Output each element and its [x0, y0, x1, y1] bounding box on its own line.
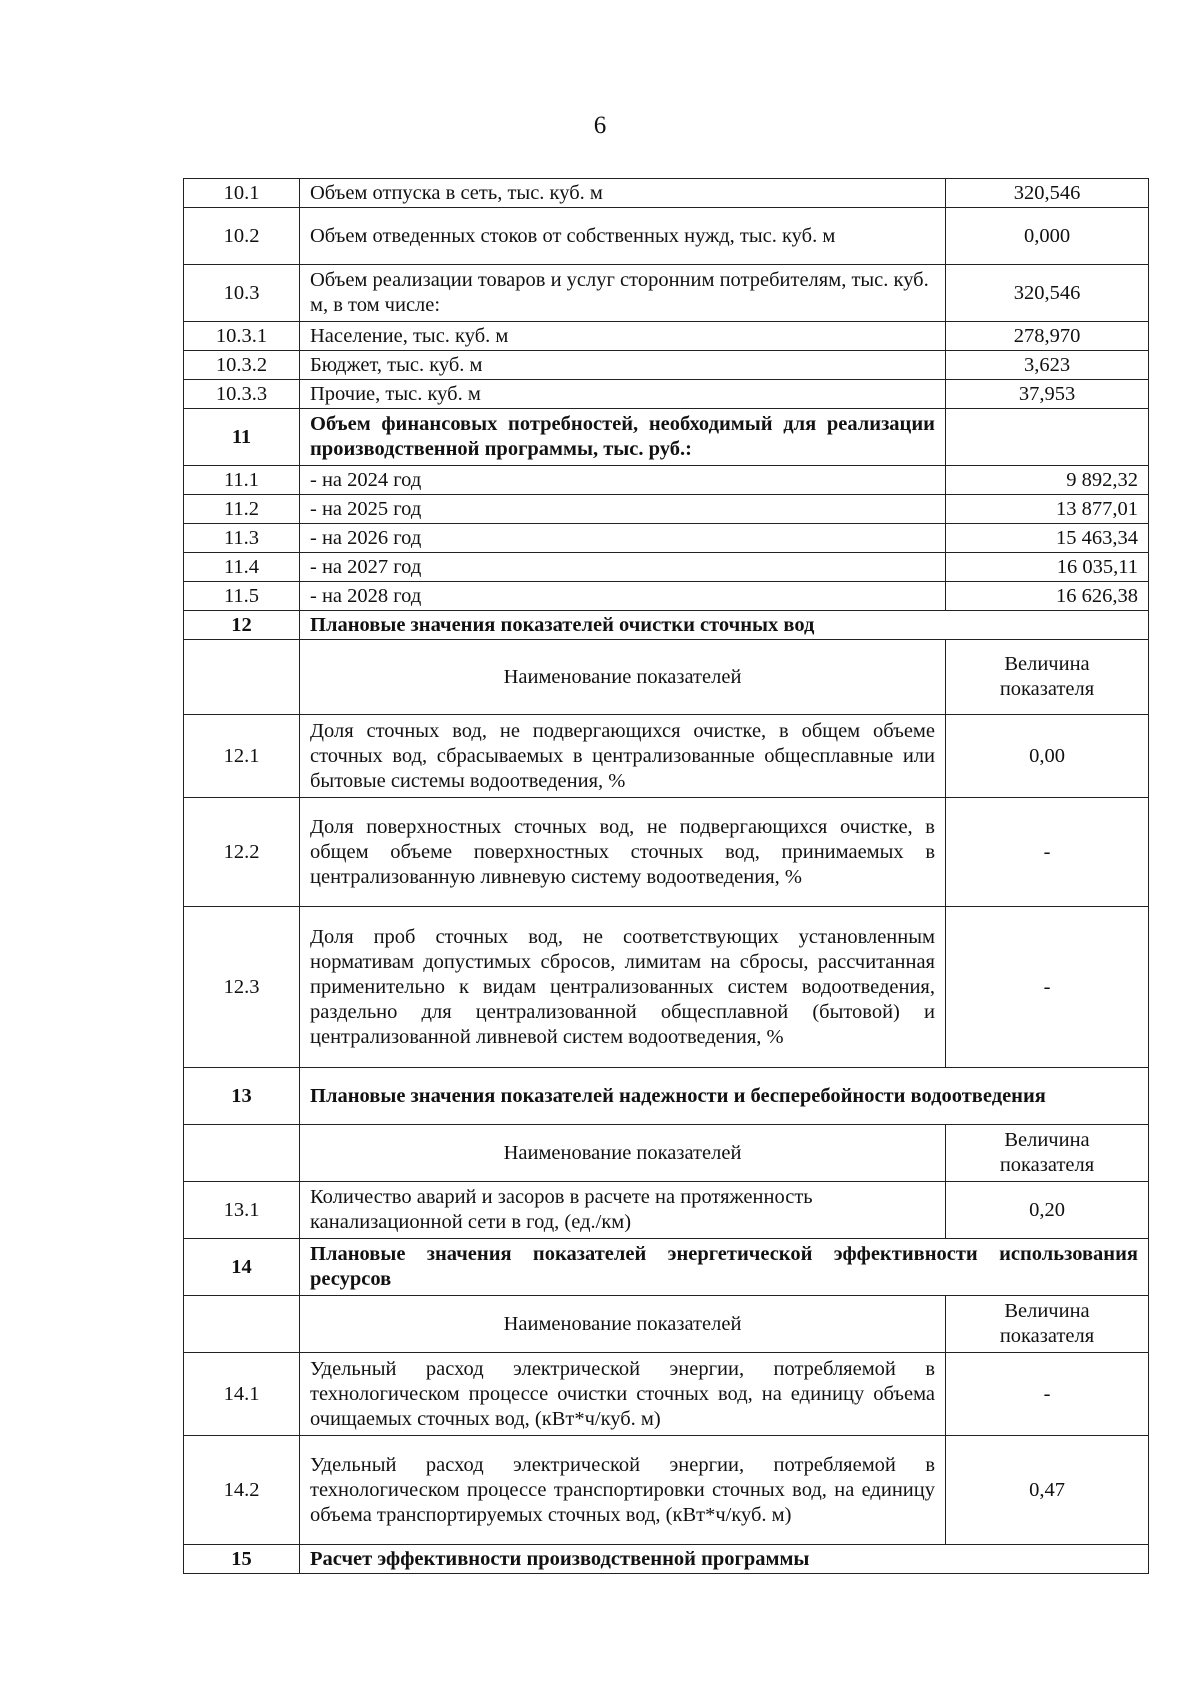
table-row — [184, 179, 1149, 208]
row-value: 0,000 — [946, 208, 1149, 265]
row-text: Объем реализации товаров и услуг сторонним потребителям, тыс. куб. м, в том числе: — [300, 265, 946, 322]
section-row — [184, 409, 1149, 466]
row-text: Объем отпуска в сеть, тыс. куб. м — [300, 179, 946, 208]
empty-cell — [184, 1296, 300, 1353]
row-value: 278,970 — [946, 322, 1149, 351]
row-text: - на 2025 год — [300, 495, 946, 524]
row-number: 12.2 — [184, 798, 300, 907]
empty-cell — [184, 640, 300, 715]
row-number: 12.1 — [184, 715, 300, 798]
row-number: 12.3 — [184, 907, 300, 1068]
header-name: Наименование показателей — [300, 1125, 946, 1182]
table-row — [184, 466, 1149, 495]
table-row — [184, 380, 1149, 409]
table-row — [184, 582, 1149, 611]
table-row — [184, 907, 1149, 1068]
row-text: - на 2028 год — [300, 582, 946, 611]
header-name: Наименование показателей — [300, 1296, 946, 1353]
section-title: Плановые значения показателей надежности и бесперебойности водоотведения — [300, 1068, 1149, 1125]
row-text: Количество аварий и засоров в расчете на протяженность канализационной сети в год, (ед./км) — [300, 1182, 946, 1239]
table-row — [184, 265, 1149, 322]
row-value: 9 892,32 — [946, 466, 1149, 495]
row-value: 0,00 — [946, 715, 1149, 798]
row-value: 16 626,38 — [946, 582, 1149, 611]
row-value: 0,47 — [946, 1436, 1149, 1545]
table-row — [184, 208, 1149, 265]
section-title: Объем финансовых потребностей, необходимый для реализации производственной программы, тыс. руб.: — [300, 409, 946, 466]
row-number: 10.2 — [184, 208, 300, 265]
table-row — [184, 798, 1149, 907]
row-text: Прочие, тыс. куб. м — [300, 380, 946, 409]
row-value: 16 035,11 — [946, 553, 1149, 582]
production-program-table — [183, 178, 1149, 1574]
row-number: 11.2 — [184, 495, 300, 524]
row-text: - на 2027 год — [300, 553, 946, 582]
row-number: 11.1 — [184, 466, 300, 495]
section-title: Плановые значения показателей очистки сточных вод — [300, 611, 1149, 640]
table-row — [184, 1436, 1149, 1545]
table-row — [184, 495, 1149, 524]
header-value: Величина показателя — [946, 1296, 1149, 1353]
page-number: 6 — [593, 112, 607, 139]
row-text: - на 2024 год — [300, 466, 946, 495]
row-text: Удельный расход электрической энергии, потребляемой в технологическом процессе очистки сточных вод, на единицу объема очищаемых сточных вод, (кВт*ч/куб. м) — [300, 1353, 946, 1436]
column-header-row — [184, 1125, 1149, 1182]
row-text: Доля сточных вод, не подвергающихся очистке, в общем объеме сточных вод, сбрасываемых в централизованные общесплавные или бытовые системы водоотведения, % — [300, 715, 946, 798]
table-row — [184, 524, 1149, 553]
table-row — [184, 351, 1149, 380]
table-row — [184, 1182, 1149, 1239]
header-value: Величина показателя — [946, 640, 1149, 715]
section-title: Плановые значения показателей энергетической эффективности использования ресурсов — [300, 1239, 1149, 1296]
row-number: 14.1 — [184, 1353, 300, 1436]
section-row — [184, 1068, 1149, 1125]
section-number: 14 — [184, 1239, 300, 1296]
row-number: 10.1 — [184, 179, 300, 208]
row-value: 320,546 — [946, 265, 1149, 322]
row-text: Удельный расход электрической энергии, потребляемой в технологическом процессе транспортировки сточных вод, на единицу объема транспортируемых сточных вод, (кВт*ч/куб. м) — [300, 1436, 946, 1545]
table-row — [184, 1353, 1149, 1436]
section-row — [184, 1545, 1149, 1574]
row-value: 37,953 — [946, 380, 1149, 409]
row-number: 10.3 — [184, 265, 300, 322]
row-text: Доля проб сточных вод, не соответствующих установленным нормативам допустимых сбросов, лимитам на сбросы, рассчитанная применительно к видам централизованных систем водоотведения, раздельно для централизованной общесплавной (бытовой) и централизованной ливневой систем водоотведения, % — [300, 907, 946, 1068]
section-number: 11 — [184, 409, 300, 466]
table-row — [184, 553, 1149, 582]
row-text: Бюджет, тыс. куб. м — [300, 351, 946, 380]
row-text: Доля поверхностных сточных вод, не подвергающихся очистке, в общем объеме поверхностных сточных вод, принимаемых в централизованную ливневую систему водоотведения, % — [300, 798, 946, 907]
row-value: 0,20 — [946, 1182, 1149, 1239]
row-value: 13 877,01 — [946, 495, 1149, 524]
section-row — [184, 1239, 1149, 1296]
row-value: - — [946, 907, 1149, 1068]
table-row — [184, 715, 1149, 798]
row-number: 11.4 — [184, 553, 300, 582]
row-value: - — [946, 1353, 1149, 1436]
row-number: 10.3.1 — [184, 322, 300, 351]
section-row — [184, 611, 1149, 640]
section-number: 13 — [184, 1068, 300, 1125]
row-number: 11.5 — [184, 582, 300, 611]
row-value: 3,623 — [946, 351, 1149, 380]
table-row — [184, 322, 1149, 351]
row-value: 15 463,34 — [946, 524, 1149, 553]
section-title: Расчет эффективности производственной программы — [300, 1545, 1149, 1574]
row-value: - — [946, 798, 1149, 907]
empty-cell — [946, 409, 1149, 466]
row-text: Население, тыс. куб. м — [300, 322, 946, 351]
header-name: Наименование показателей — [300, 640, 946, 715]
row-number: 13.1 — [184, 1182, 300, 1239]
row-text: Объем отведенных стоков от собственных нужд, тыс. куб. м — [300, 208, 946, 265]
row-number: 10.3.2 — [184, 351, 300, 380]
empty-cell — [184, 1125, 300, 1182]
row-number: 10.3.3 — [184, 380, 300, 409]
header-value: Величина показателя — [946, 1125, 1149, 1182]
column-header-row — [184, 640, 1149, 715]
row-value: 320,546 — [946, 179, 1149, 208]
row-number: 14.2 — [184, 1436, 300, 1545]
section-number: 15 — [184, 1545, 300, 1574]
row-text: - на 2026 год — [300, 524, 946, 553]
column-header-row — [184, 1296, 1149, 1353]
section-number: 12 — [184, 611, 300, 640]
row-number: 11.3 — [184, 524, 300, 553]
